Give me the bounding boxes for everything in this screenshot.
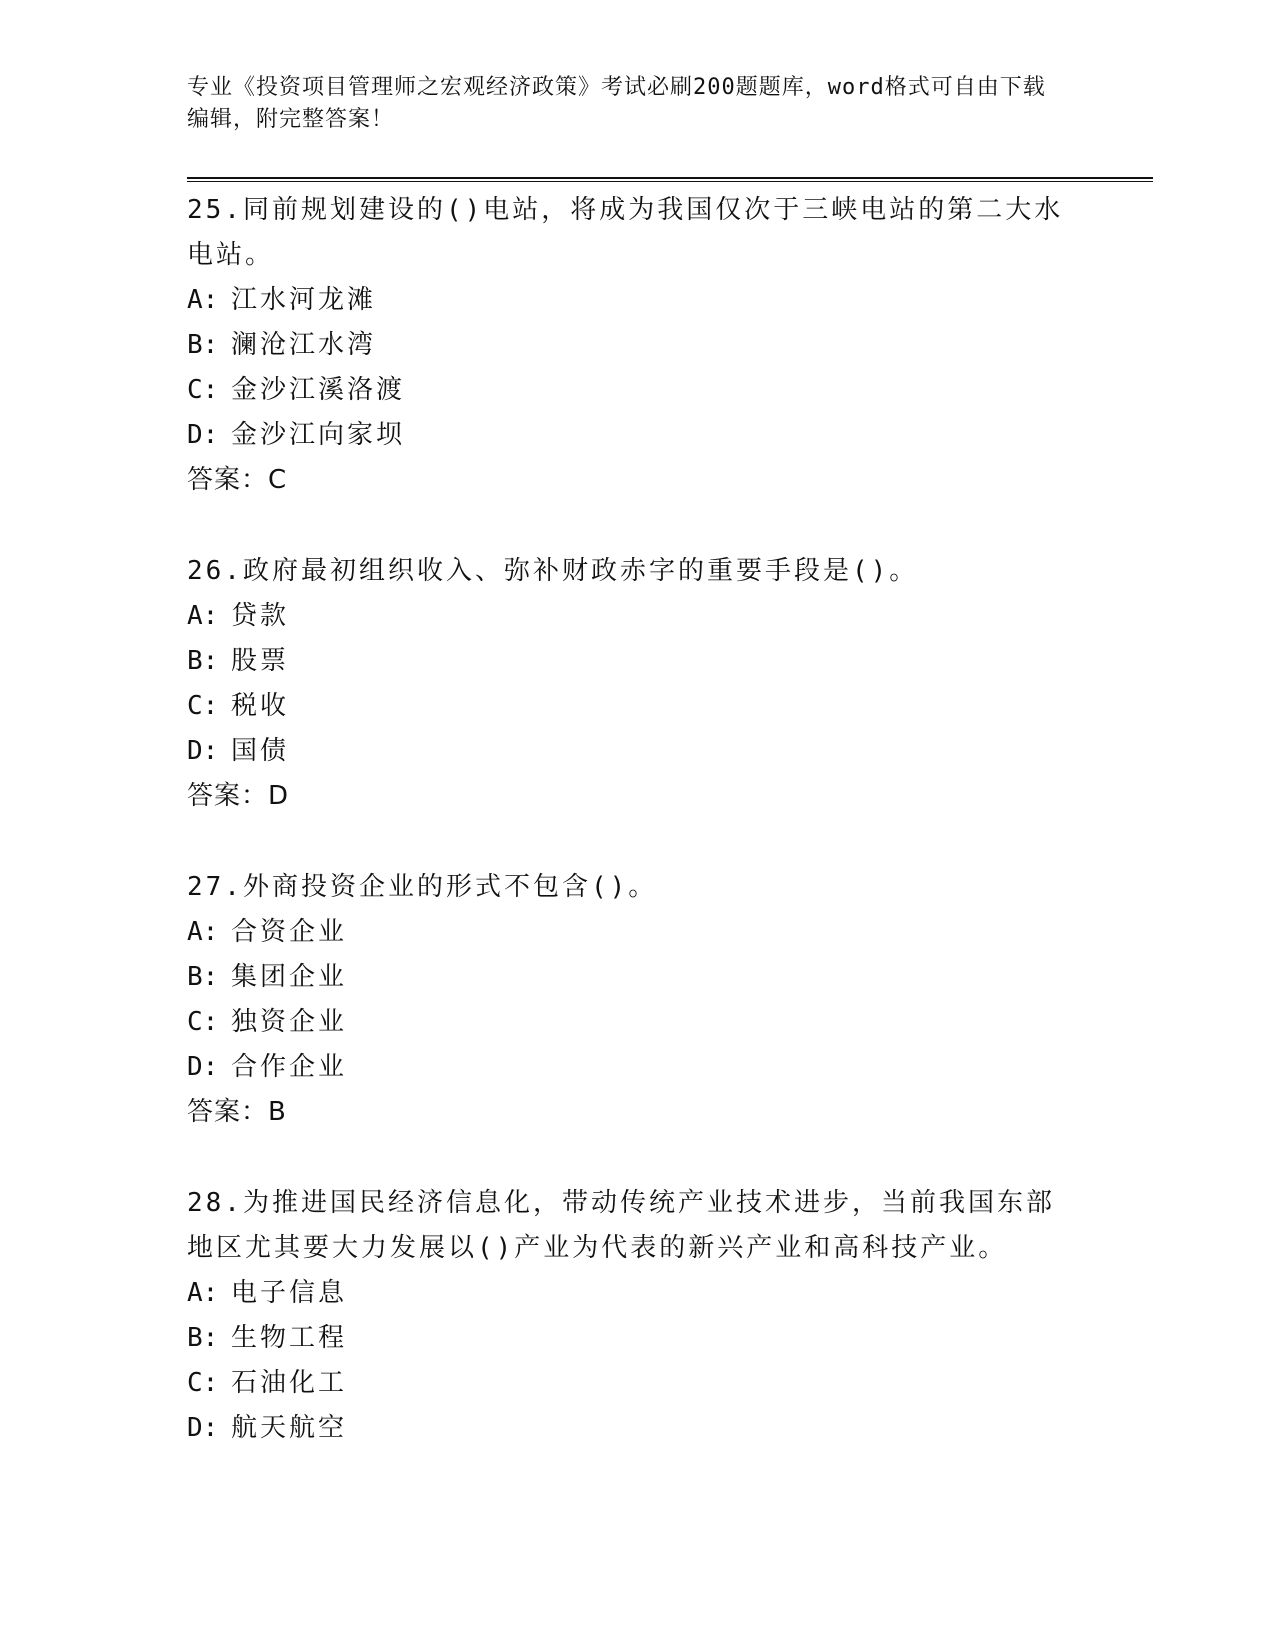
option-text: 江水河龙滩 (231, 285, 377, 315)
option-b (187, 1316, 1067, 1361)
option-letter: D: (187, 1052, 219, 1082)
option-letter: A: (187, 601, 219, 631)
option-d (187, 413, 1067, 458)
option-text: 航天航空 (231, 1413, 348, 1443)
option-letter: D: (187, 420, 219, 450)
option-d (187, 1406, 1067, 1451)
option-a (187, 1271, 1067, 1316)
option-letter: D: (187, 736, 219, 766)
question-26 (187, 549, 1067, 819)
option-text: 集团企业 (231, 962, 348, 992)
option-text: 电子信息 (231, 1278, 348, 1308)
option-letter: D: (187, 1413, 219, 1443)
answer-line: 答案：D (187, 781, 290, 811)
question-25 (187, 188, 1067, 503)
option-text: 股票 (231, 646, 290, 676)
question-list (187, 188, 1067, 1451)
option-text: 合作企业 (231, 1052, 348, 1082)
option-letter: B: (187, 646, 219, 676)
option-c (187, 1000, 1067, 1045)
answer-line: 答案：B (187, 1097, 287, 1127)
option-letter: A: (187, 285, 219, 315)
option-letter: B: (187, 962, 219, 992)
question-28 (187, 1181, 1067, 1451)
option-d (187, 729, 1067, 774)
option-c (187, 684, 1067, 729)
option-b (187, 639, 1067, 684)
option-text: 合资企业 (231, 917, 348, 947)
option-letter: C: (187, 1368, 219, 1398)
option-a (187, 910, 1067, 955)
option-d (187, 1045, 1067, 1090)
option-letter: A: (187, 1278, 219, 1308)
option-text: 金沙江向家坝 (231, 420, 406, 450)
option-a (187, 278, 1067, 323)
option-text: 金沙江溪洛渡 (231, 375, 406, 405)
header-divider (187, 177, 1153, 182)
option-a (187, 594, 1067, 639)
option-letter: C: (187, 1007, 219, 1037)
option-letter: C: (187, 375, 219, 405)
answer-line: 答案：C (187, 465, 288, 495)
option-letter: B: (187, 1323, 219, 1353)
option-c (187, 1361, 1067, 1406)
option-text: 国债 (231, 736, 290, 766)
option-b (187, 323, 1067, 368)
question-stem: 25.同前规划建设的()电站，将成为我国仅次于三峡电站的第二大水电站。 (187, 195, 1064, 270)
page-header: 专业《投资项目管理师之宏观经济政策》考试必刷200题题库，word格式可自由下载编辑，附完整答案！ (187, 75, 1046, 132)
option-text: 生物工程 (231, 1323, 348, 1353)
option-text: 石油化工 (231, 1368, 348, 1398)
question-27 (187, 865, 1067, 1135)
option-letter: B: (187, 330, 219, 360)
option-letter: C: (187, 691, 219, 721)
option-text: 澜沧江水湾 (231, 330, 377, 360)
question-stem: 27.外商投资企业的形式不包含()。 (187, 872, 658, 902)
option-letter: A: (187, 917, 219, 947)
option-text: 独资企业 (231, 1007, 348, 1037)
option-b (187, 955, 1067, 1000)
option-c (187, 368, 1067, 413)
option-text: 贷款 (231, 601, 290, 631)
question-stem: 26.政府最初组织收入、弥补财政赤字的重要手段是()。 (187, 556, 919, 586)
question-stem: 28.为推进国民经济信息化，带动传统产业技术进步，当前我国东部地区尤其要大力发展以()产业为代表的新兴产业和高科技产业。 (187, 1188, 1055, 1263)
option-text: 税收 (231, 691, 290, 721)
